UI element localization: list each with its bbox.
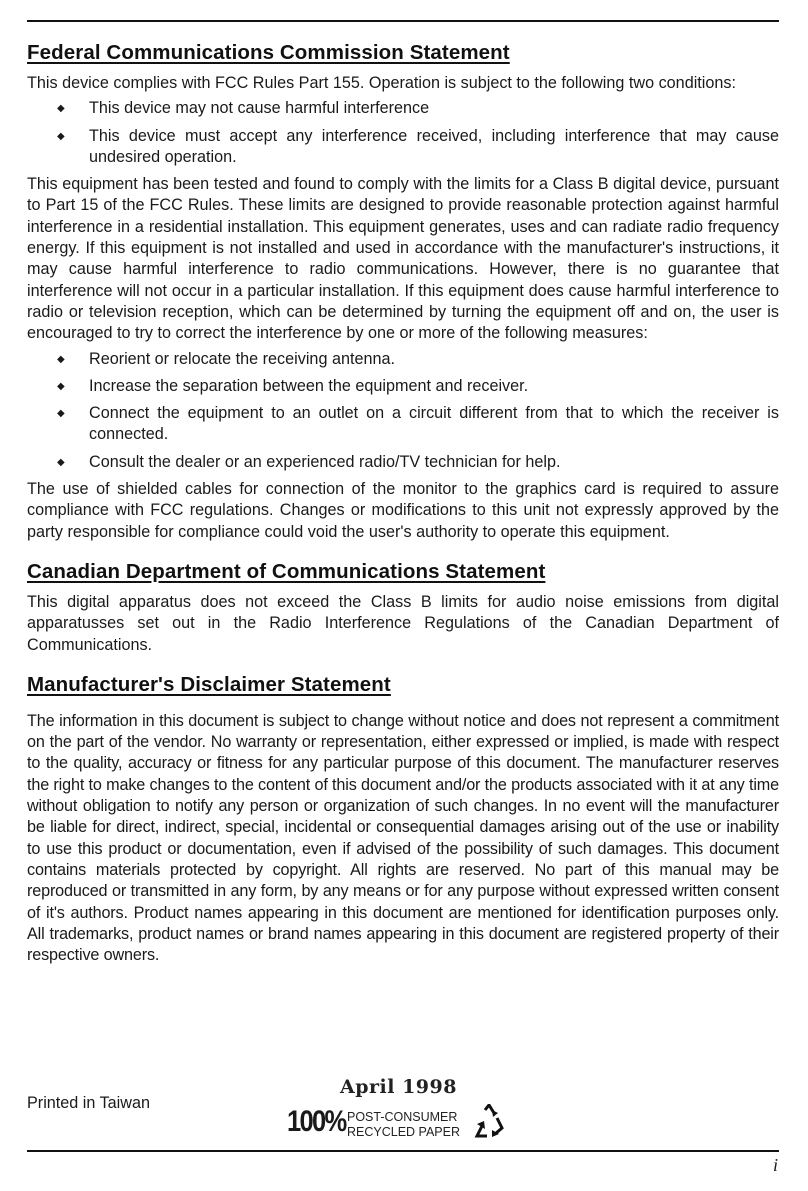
bullet-icon: ◆ — [57, 380, 65, 392]
bullet-icon: ◆ — [57, 353, 65, 365]
recycled-label: POST-CONSUMER RECYCLED PAPER — [347, 1110, 460, 1139]
list-item: ◆ This device must accept any interference received, including interference that may cause undesired operation. — [57, 126, 779, 166]
list-item: ◆ Increase the separation between the equipment and receiver. — [27, 376, 779, 397]
canadian-body: This digital apparatus does not exceed the Class B limits for audio noise emissions from digital apparatusses set out in the Radio Interference Regulations of the Canadian Department of Communications. — [27, 592, 779, 654]
recycled-percent: 100% — [287, 1105, 346, 1138]
list-item: ◆ Connect the equipment to an outlet on a circuit different from that to which the receiver is connected. — [57, 404, 779, 444]
printed-in: Printed in Taiwan — [27, 1094, 150, 1112]
top-rule — [27, 20, 779, 22]
list-item: ◆ Reorient or relocate the receiving antenna. — [27, 349, 779, 370]
fcc-conditions-list — [27, 98, 779, 168]
bullet-icon: ◆ — [57, 103, 65, 115]
fcc-heading: Federal Communications Commission Statement — [27, 41, 510, 64]
bullet-icon: ◆ — [57, 456, 65, 468]
fcc-intro: This device complies with FCC Rules Part 155. Operation is subject to the following two conditions: — [27, 74, 736, 92]
list-item: ◆ Consult the dealer or an experienced radio/TV technician for help. — [27, 452, 779, 473]
list-item: ◆ This device may not cause harmful interference — [27, 98, 779, 119]
recycle-icon — [473, 1104, 505, 1140]
canadian-heading: Canadian Department of Communications Statement — [27, 559, 546, 583]
recycled-paper-mark — [287, 1102, 527, 1142]
fcc-measures-list — [27, 349, 779, 473]
fcc-section — [27, 38, 779, 543]
fcc-closing: The use of shielded cables for connection of the monitor to the graphics card is required to assure compliance with FCC regulations. Changes or modifications to this unit not expressly approved by the party responsible for compliance could void the user's authority to operate this equipment. — [27, 480, 779, 541]
bullet-icon: ◆ — [57, 130, 65, 142]
bullet-icon: ◆ — [57, 408, 65, 420]
disclaimer-body: The information in this document is subject to change without notice and does not represent a commitment on the part of the vendor. No warranty or representation, either expressed or implied, is made with respect to the quality, accuracy or fitness for any particular purpose of this document. The manufacturer reserves the right to make changes to the content of this document and/or the products associated with it at any time without obligation to notify any person or organization of such changes. In no event will the manufacturer be liable for direct, indirect, special, incidental or consequential damages arising out of the use or inability to use this product or documentation, even if advised of the possibility of such damages. This document contains materials protected by copyright. All rights are reserved. No part of this manual may be reproduced or transmitted in any form, by any means or for any purpose without expressed written consent of it's authors. Product names appearing in this document are mentioned for identification purposes only. All trademarks, product names or brand names appearing in this document are registered property of their respective owners. — [27, 711, 779, 965]
document-body — [27, 38, 779, 966]
fcc-body: This equipment has been tested and found to comply with the limits for a Class B digital device, pursuant to Part 15 of the FCC Rules. These limits are designed to provide reasonable protection against harmful interference in a residential installation. This equipment generates, uses and can radiate radio frequency energy. If this equipment is not installed and used in accordance with the manufacturer's instructions, it may cause harmful interference to radio communications. However, there is no guarantee that interference will not occur in a particular installation. If this equipment does cause harmful interference to radio or television reception, which can be determined by turning the equipment off and on, the user is encouraged to try to correct the interference by one or more of the following measures: — [27, 175, 779, 343]
disclaimer-heading: Manufacturer's Disclaimer Statement — [27, 672, 391, 696]
disclaimer-section — [27, 670, 779, 967]
bottom-rule — [27, 1150, 779, 1152]
print-date: April 1998 — [340, 1076, 457, 1098]
page-number: i — [773, 1155, 779, 1175]
canadian-section — [27, 557, 779, 656]
